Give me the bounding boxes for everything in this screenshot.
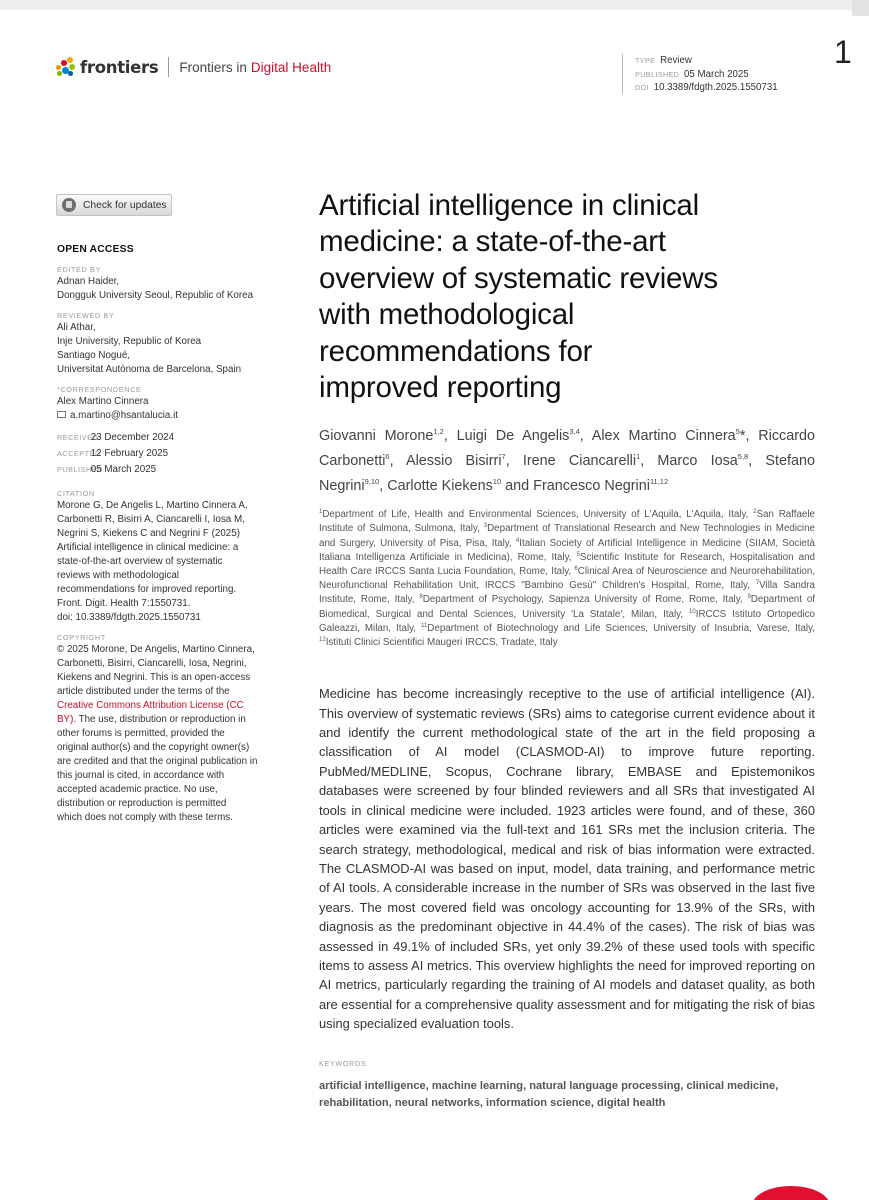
license-link-end[interactable]: BY).: [57, 714, 77, 725]
affiliation-number: 3: [483, 523, 488, 530]
author-separator: ,: [748, 453, 766, 470]
received-row: [57, 430, 289, 446]
title-line: overview of systematic reviews: [319, 261, 718, 295]
reviewer-line: Inje University, Republic of Korea: [57, 336, 202, 347]
meta-type: [635, 54, 778, 68]
author-separator: ,: [443, 428, 457, 445]
title-line: recommendations for: [319, 334, 593, 368]
affiliation-number: 10: [689, 608, 696, 615]
editor-line: Adnan Haider,: [57, 276, 120, 287]
affiliation-text: Department of Translational Research and New Technologies in Medicine and Surgery, University of Pisa, Pisa, Italy,: [319, 523, 815, 549]
author-name[interactable]: Stefano Negrini: [319, 453, 816, 494]
copyright-line: accepted academic practice. No use,: [57, 784, 218, 795]
citation-label: CITATION: [57, 489, 95, 498]
copyright-line: are credited and that the original publication in: [57, 756, 258, 767]
article-title: [319, 188, 815, 406]
check-updates-button[interactable]: [56, 194, 172, 216]
correspondence-email[interactable]: a.martino@hsantalucia.it: [70, 410, 178, 421]
author-affiliation-ref: 1: [636, 452, 641, 462]
affiliation-number: 2: [753, 509, 757, 516]
accepted-key: ACCEPTED: [57, 449, 101, 458]
received-value: 23 December 2024: [90, 432, 175, 443]
frontiers-logo-icon: [56, 57, 76, 77]
edited-by-label: EDITED BY: [57, 265, 101, 274]
affiliation-text: Department of Biotechnology and Life Sciences, University of Insubria, Varese, Italy,: [427, 622, 815, 634]
affiliation-text: Department of Life, Health and Environmental Sciences, University of L'Aquila, L'Aquila, Italy,: [322, 509, 754, 521]
affiliation-number: 8: [419, 594, 423, 601]
license-link[interactable]: Creative Commons Attribution License (CC: [57, 700, 244, 711]
affiliation-text: Department of Biomedical, Surgical and Dental Sciences, University 'La Statale', Milan, Italy,: [319, 594, 815, 620]
meta-published: [635, 68, 778, 82]
author-affiliation-ref: 5: [735, 427, 740, 437]
citation-line: reviews with methodological: [57, 570, 179, 581]
title-line: improved reporting: [319, 371, 562, 405]
copyright-line: distribution or reproduction is permitted: [57, 798, 227, 809]
correspondence-email-row[interactable]: [57, 409, 289, 423]
affiliation-text: Istituti Clinici Scientifici Maugeri IRCCS, Tradate, Italy: [325, 637, 558, 649]
edited-by-section: [57, 265, 289, 303]
citation-line: Negrini S, Kiekens C and Negrini F (2025): [57, 528, 240, 539]
title-line: Artificial intelligence in clinical: [319, 189, 699, 222]
copyright-line: which does not comply with these terms.: [57, 812, 233, 823]
copyright-line: other forums is permitted, provided the: [57, 728, 225, 739]
meta-published-value: 05 March 2025: [684, 68, 749, 80]
author-affiliation-ref: 10: [492, 476, 502, 486]
affiliation-text: IRCCS Istituto Ortopedico Galeazzi, Milan, Italy,: [319, 608, 815, 634]
mail-icon: [57, 411, 66, 418]
meta-doi-value[interactable]: 10.3389/fdgth.2025.1550731: [653, 82, 778, 93]
meta-doi-key: DOI: [635, 83, 649, 92]
author-name[interactable]: Alex Martino Cinnera: [591, 428, 736, 445]
open-access-label: OPEN ACCESS: [57, 244, 134, 255]
meta-doi[interactable]: [635, 81, 778, 95]
citation-line: state-of-the-art overview of systematic: [57, 556, 223, 567]
copyright-label: COPYRIGHT: [57, 633, 106, 642]
author-name[interactable]: Giovanni Morone: [319, 428, 434, 445]
citation-line: Carbonetti R, Bisirri A, Ciancarelli I, Iosa M,: [57, 514, 245, 525]
affiliation-text: Villa Sandra Institute, Rome, Italy,: [319, 580, 815, 606]
affiliation-number: 7: [755, 580, 760, 587]
author-separator: ,: [745, 428, 759, 445]
author-affiliation-ref: 11,12: [649, 476, 669, 486]
accepted-value: 12 February 2025: [90, 448, 169, 459]
article-meta: [622, 54, 778, 94]
reviewed-by-section: [57, 311, 289, 377]
published-value: 05 March 2025: [90, 464, 157, 475]
author-name[interactable]: Carlotte Kiekens: [387, 477, 493, 494]
affiliation-text: Scientific Institute for Research, Hospitalisation and Health Care IRCCS Santa Lucia Foundation, Rome, Italy,: [319, 551, 815, 578]
author-separator: ,: [505, 453, 523, 470]
check-updates-label: Check for updates: [83, 199, 167, 211]
floating-action-badge[interactable]: [752, 1186, 830, 1200]
affiliation-text: San Raffaele Institute of Sulmona, Sulmona, Italy,: [319, 509, 816, 535]
author-affiliation-ref: 9,10: [364, 476, 380, 486]
viewer-corner-tab: [852, 0, 869, 16]
affiliation-number: 1: [319, 509, 323, 516]
dates-section: [57, 430, 289, 478]
correspondence-label: *CORRESPONDENCE: [57, 385, 142, 394]
editor-affiliation: Dongguk University Seoul, Republic of Korea: [57, 290, 254, 301]
journal-name-accent: Digital Health: [250, 59, 332, 75]
author-separator: ,: [640, 453, 658, 470]
publisher-name: frontiers: [80, 57, 159, 77]
copyright-line: Kiekens and Negrini. This is an open-access: [57, 672, 251, 683]
reviewer-line: Ali Athar,: [57, 322, 96, 333]
citation-doi[interactable]: doi: 10.3389/fdgth.2025.1550731: [57, 612, 201, 623]
viewer-top-strip: [0, 0, 869, 10]
affiliation-number: 5: [576, 551, 580, 558]
bookmark-icon: [62, 198, 76, 212]
copyright-line: [57, 699, 289, 713]
article-sidebar: [57, 238, 289, 825]
copyright-line: article distributed under the terms of the: [57, 686, 230, 697]
keywords-label: KEYWORDS: [319, 1058, 367, 1068]
citation-line: Morone G, De Angelis L, Martino Cinnera A,: [57, 500, 248, 511]
published-row: [57, 462, 289, 478]
author-separator: ,: [379, 477, 388, 494]
citation-line: recommendations for improved reporting.: [57, 584, 237, 595]
correspondence-name: Alex Martino Cinnera: [57, 396, 149, 407]
author-name[interactable]: Irene Ciancarelli: [522, 453, 637, 470]
citation-section: [57, 489, 289, 625]
logo-divider: [168, 57, 169, 77]
keywords: artificial intelligence, machine learning, natural language processing, clinical medicine, rehabilitation, neural networks, information science, digital health: [319, 1079, 779, 1109]
affiliation-number: 4: [515, 537, 520, 544]
journal-logo[interactable]: [56, 56, 331, 78]
author-affiliation-ref: 7: [501, 452, 506, 462]
reviewer-line: Santiago Nogué,: [57, 350, 130, 361]
copyright-line: [57, 713, 289, 727]
received-key: RECEIVED: [57, 433, 99, 442]
affiliation-number: 6: [574, 566, 578, 573]
page-number: 1: [834, 34, 852, 70]
citation-line: Artificial intelligence in clinical medicine: a: [57, 542, 239, 553]
author-affiliation-ref: 1,2: [433, 427, 444, 437]
author-affiliation-ref: 5,8: [737, 452, 749, 462]
affiliation-list: [319, 508, 815, 650]
author-separator: and: [501, 477, 534, 494]
affiliation-number: 12: [319, 637, 326, 644]
author-affiliation-ref: 3,4: [569, 427, 580, 437]
copyright-text: The use, distribution or reproduction in: [76, 714, 246, 725]
affiliation-text: Italian Society of Artificial Intelligence in Medicine (SIIAM, Società Italiana Intelligenza Artificiale in Medicina), Rome, Italy,: [319, 537, 815, 563]
affiliation-text: Clinical Area of Neuroscience and Neurorehabilitation, Neurofunctional Rehabilitation Unit, IRCCS "Bambino Gesù" Children's Hospital, Rome, Italy,: [319, 566, 815, 592]
title-line: with methodological: [319, 298, 575, 332]
meta-published-key: PUBLISHED: [635, 69, 680, 79]
affiliation-number: 9: [747, 594, 751, 601]
correspondence-section: [57, 385, 289, 423]
copyright-line: this journal is cited, in accordance with: [57, 770, 225, 781]
affiliation-text: Department of Psychology, Sapienza University of Rome, Rome, Italy,: [422, 594, 748, 606]
title-line: medicine: a state-of-the-art: [319, 225, 666, 259]
author-separator: ,: [389, 453, 406, 470]
citation-line: Front. Digit. Health 7:1550731.: [57, 598, 191, 609]
author-affiliation-ref: 6: [385, 452, 390, 462]
corresponding-author-mark: *: [739, 428, 746, 445]
copyright-line: Carbonetti, Bisirri, Ciancarelli, Iosa, Negrini,: [57, 658, 247, 669]
published-key: PUBLISHED: [57, 465, 103, 474]
reviewer-line: Universitat Autònoma de Barcelona, Spain: [57, 364, 242, 375]
copyright-line: original author(s) and the copyright owner(s): [57, 742, 250, 753]
author-name[interactable]: Luigi De Angelis: [456, 428, 570, 445]
abstract: Medicine has become increasingly receptive to the use of artificial intelligence (AI). This overview of systematic reviews (SRs) aims to categorise current evidence about it and identify the current methodological state of the art in the field proposing a classification of AI model (CLASMOD-AI) to improve future reporting. PubMed/MEDLINE, Scopus, Cochrane library, EMBASE and Epistemonikos databases were screened by four blinded reviewers and all SRs that investigated AI tools in clinical medicine were included. 1923 articles were found, and of these, 360 articles were examined via the full-text and 161 SRs met the inclusion criteria. The search strategy, methodological, medical and risk of bias information were extracted. The CLASMOD-AI was based on input, model, data training, and performance metric of AI tools. A considerable increase in the number of SRs was observed in the last five years. The most covered field was oncology accounting for 13.9% of the SRs, with diagnosis as the predominant objective in 44.4% of the cases). The risk of bias was assessed in 49.1% of included SRs, yet only 39.2% of these used tools with specific items to assess AI metrics. This overview highlights the need for improved reporting on AI metrics, particularly regarding the training of AI models and dataset quality, as both are essential for a comprehensive quality assessment and for mitigating the risk of bias using specialized evaluation tools.: [319, 686, 815, 1032]
journal-name-prefix: Frontiers in: [179, 59, 247, 75]
author-list: [319, 424, 815, 498]
accepted-row: [57, 446, 289, 462]
copyright-line: © 2025 Morone, De Angelis, Martino Cinnera,: [57, 644, 255, 655]
author-separator: ,: [579, 428, 592, 445]
meta-type-value: Review: [660, 55, 692, 66]
article-main: [319, 188, 815, 1112]
meta-type-key: TYPE: [635, 56, 656, 65]
author-name[interactable]: Riccardo Carbonetti: [319, 428, 816, 470]
affiliation-number: 11: [421, 622, 428, 629]
copyright-section: [57, 633, 289, 825]
author-name[interactable]: Alessio Bisirri: [405, 453, 502, 470]
author-name[interactable]: Francesco Negrini: [533, 477, 650, 494]
author-name[interactable]: Marco Iosa: [657, 453, 738, 470]
reviewed-by-label: REVIEWED BY: [57, 311, 115, 320]
